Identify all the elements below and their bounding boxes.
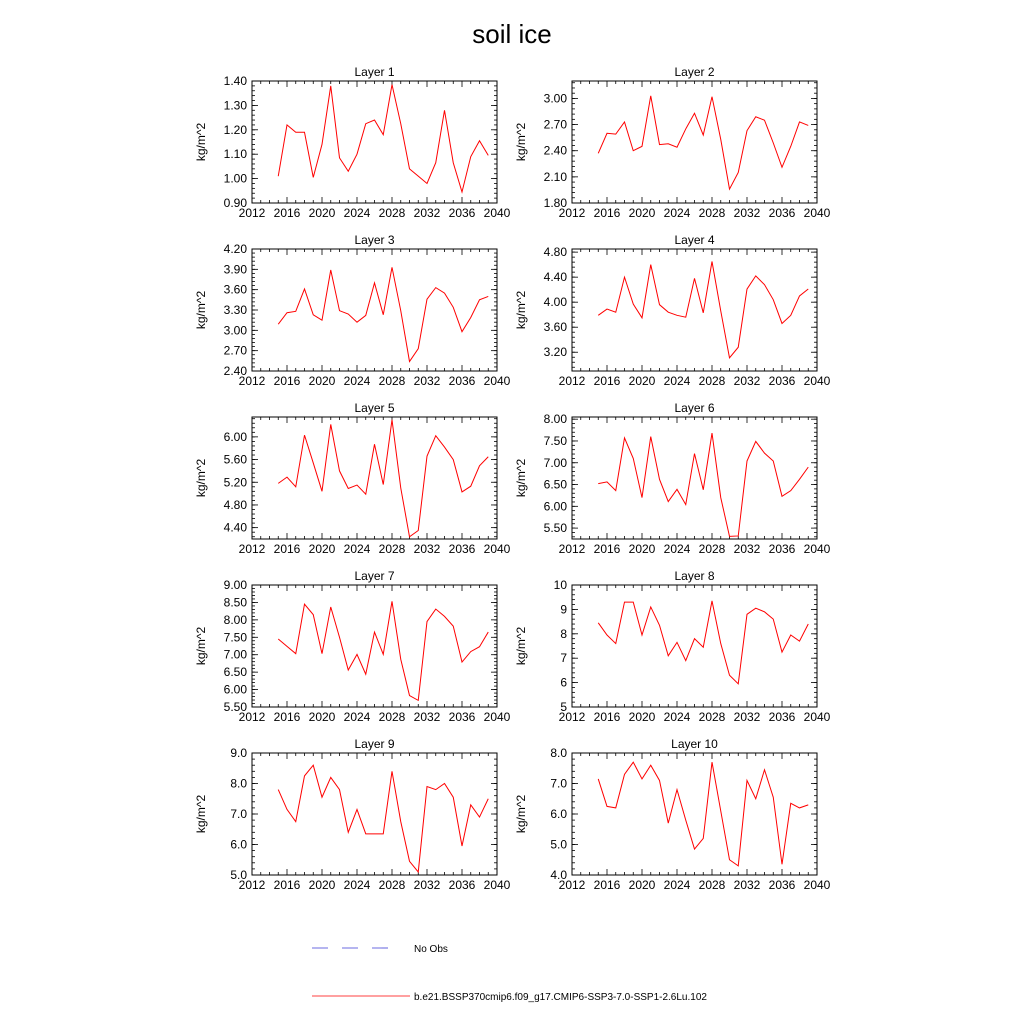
x-tick-label: 2020 <box>628 878 656 892</box>
x-tick-label: 2016 <box>273 710 301 724</box>
x-tick-label: 2012 <box>558 374 586 388</box>
y-tick-label: 3.60 <box>543 320 567 335</box>
y-tick-label: 7.00 <box>223 647 247 662</box>
x-tick-label: 2040 <box>803 374 831 388</box>
y-tick-label: 2.10 <box>543 169 567 184</box>
y-tick-label: 10 <box>553 578 567 592</box>
y-tick-label: 7.50 <box>543 433 567 448</box>
x-tick-label: 2020 <box>628 206 656 220</box>
legend-model-label: b.e21.BSSP370cmip6.f09_g17.CMIP6-SSP3-7.0-SSP1-2.6Lu.102 <box>414 992 707 1003</box>
y-tick-label: 3.00 <box>223 323 247 338</box>
x-tick-label: 2012 <box>238 206 266 220</box>
y-axis-label: kg/m^2 <box>194 122 208 162</box>
x-tick-label: 2024 <box>343 710 371 724</box>
x-tick-label: 2020 <box>308 710 336 724</box>
y-tick-label: 4.40 <box>543 270 567 285</box>
x-tick-label: 2040 <box>803 206 831 220</box>
x-tick-label: 2036 <box>768 710 796 724</box>
x-tick-label: 2040 <box>483 542 511 556</box>
x-tick-label: 2012 <box>558 542 586 556</box>
y-tick-label: 5.20 <box>223 475 247 490</box>
x-tick-label: 2028 <box>698 374 726 388</box>
y-tick-label: 6.0 <box>230 837 247 852</box>
x-tick-label: 2016 <box>593 374 621 388</box>
y-tick-label: 8 <box>560 626 567 641</box>
y-axis-label: kg/m^2 <box>514 290 528 330</box>
x-tick-label: 2028 <box>698 542 726 556</box>
x-tick-label: 2036 <box>768 374 796 388</box>
y-tick-label: 2.40 <box>543 143 567 158</box>
x-tick-label: 2040 <box>483 878 511 892</box>
y-axis-label: kg/m^2 <box>514 458 528 498</box>
x-tick-label: 2036 <box>768 542 796 556</box>
panel-title: Layer 7 <box>354 569 395 583</box>
x-tick-label: 2016 <box>593 878 621 892</box>
x-tick-label: 2028 <box>378 542 406 556</box>
x-tick-label: 2016 <box>273 206 301 220</box>
x-tick-label: 2024 <box>663 710 691 724</box>
x-tick-label: 2028 <box>378 206 406 220</box>
legend-obs-label: No Obs <box>414 944 448 955</box>
y-tick-label: 6.00 <box>543 499 567 514</box>
x-tick-label: 2040 <box>483 206 511 220</box>
y-tick-label: 7.50 <box>223 630 247 645</box>
x-tick-label: 2012 <box>238 710 266 724</box>
y-tick-label: 7.00 <box>543 455 567 470</box>
y-axis-label: kg/m^2 <box>194 794 208 834</box>
y-axis-label: kg/m^2 <box>514 626 528 666</box>
x-tick-label: 2028 <box>698 710 726 724</box>
x-tick-label: 2020 <box>308 542 336 556</box>
y-tick-label: 4.20 <box>223 242 247 256</box>
x-tick-label: 2040 <box>803 878 831 892</box>
y-tick-label: 6.00 <box>223 682 247 697</box>
x-tick-label: 2040 <box>803 710 831 724</box>
x-tick-label: 2040 <box>803 542 831 556</box>
x-tick-label: 2020 <box>308 878 336 892</box>
panel-title: Layer 2 <box>674 65 715 79</box>
y-tick-label: 4.40 <box>223 520 247 535</box>
panel-title: Layer 4 <box>674 233 715 247</box>
x-tick-label: 2020 <box>628 374 656 388</box>
x-tick-label: 2020 <box>628 710 656 724</box>
x-tick-label: 2032 <box>733 710 761 724</box>
y-tick-label: 7.0 <box>550 776 567 791</box>
panel-title: Layer 9 <box>354 737 395 751</box>
x-tick-label: 2028 <box>378 374 406 388</box>
x-tick-label: 2028 <box>698 206 726 220</box>
x-tick-label: 2028 <box>378 878 406 892</box>
x-tick-label: 2032 <box>413 710 441 724</box>
y-tick-label: 1.20 <box>223 122 247 137</box>
x-tick-label: 2012 <box>238 542 266 556</box>
x-tick-label: 2020 <box>308 206 336 220</box>
y-axis-label: kg/m^2 <box>514 122 528 162</box>
x-tick-label: 2024 <box>343 542 371 556</box>
x-tick-label: 2020 <box>308 374 336 388</box>
y-tick-label: 7.0 <box>230 807 247 821</box>
y-tick-label: 5.60 <box>223 452 247 467</box>
panel-title: Layer 6 <box>674 401 715 415</box>
x-tick-label: 2032 <box>413 206 441 220</box>
x-tick-label: 2020 <box>628 542 656 556</box>
y-tick-label: 5.0 <box>230 868 247 882</box>
y-tick-label: 8.50 <box>223 595 247 610</box>
y-tick-label: 3.60 <box>223 282 247 297</box>
y-tick-label: 6.50 <box>543 477 567 492</box>
x-tick-label: 2012 <box>238 878 266 892</box>
panel-title: Layer 1 <box>354 65 395 79</box>
y-tick-label: 9 <box>560 602 567 617</box>
x-tick-label: 2028 <box>378 710 406 724</box>
y-axis-label: kg/m^2 <box>194 626 208 666</box>
x-tick-label: 2016 <box>593 710 621 724</box>
y-axis-label: kg/m^2 <box>194 458 208 498</box>
y-tick-label: 5 <box>560 700 567 714</box>
y-tick-label: 2.70 <box>223 343 247 358</box>
y-tick-label: 6.0 <box>550 807 567 821</box>
y-tick-label: 4.00 <box>543 295 567 310</box>
y-tick-label: 1.80 <box>543 196 567 210</box>
y-tick-label: 3.00 <box>543 91 567 106</box>
y-tick-label: 9.0 <box>230 746 247 760</box>
y-tick-label: 3.90 <box>223 262 247 277</box>
y-tick-label: 2.40 <box>223 364 247 378</box>
y-tick-label: 1.10 <box>223 147 247 162</box>
x-tick-label: 2032 <box>733 878 761 892</box>
x-tick-label: 2024 <box>343 374 371 388</box>
y-tick-label: 0.90 <box>223 196 247 210</box>
x-tick-label: 2032 <box>733 206 761 220</box>
x-tick-label: 2032 <box>413 374 441 388</box>
x-tick-label: 2016 <box>273 542 301 556</box>
y-tick-label: 8.00 <box>543 412 567 427</box>
x-tick-label: 2028 <box>698 878 726 892</box>
x-tick-label: 2036 <box>768 878 796 892</box>
x-tick-label: 2036 <box>768 206 796 220</box>
x-tick-label: 2040 <box>483 374 511 388</box>
x-tick-label: 2036 <box>448 710 476 724</box>
y-tick-label: 2.70 <box>543 117 567 132</box>
y-tick-label: 4.0 <box>550 868 567 882</box>
x-tick-label: 2036 <box>448 206 476 220</box>
panel-title: Layer 10 <box>671 737 718 751</box>
x-tick-label: 2012 <box>238 374 266 388</box>
x-tick-label: 2032 <box>733 374 761 388</box>
x-tick-label: 2016 <box>593 206 621 220</box>
x-tick-label: 2024 <box>663 542 691 556</box>
y-tick-label: 9.00 <box>223 578 247 592</box>
y-tick-label: 5.0 <box>550 837 567 852</box>
x-tick-label: 2032 <box>413 542 441 556</box>
x-tick-label: 2024 <box>663 206 691 220</box>
y-tick-label: 6.50 <box>223 665 247 680</box>
y-axis-label: kg/m^2 <box>514 794 528 834</box>
y-tick-label: 8.00 <box>223 612 247 627</box>
x-tick-label: 2016 <box>273 878 301 892</box>
y-tick-label: 1.40 <box>223 74 247 88</box>
y-tick-label: 8.0 <box>230 776 247 791</box>
y-tick-label: 3.20 <box>543 345 567 360</box>
x-tick-label: 2012 <box>558 710 586 724</box>
x-tick-label: 2036 <box>448 542 476 556</box>
y-tick-label: 6.00 <box>223 429 247 444</box>
x-tick-label: 2040 <box>483 710 511 724</box>
x-tick-label: 2024 <box>343 878 371 892</box>
x-tick-label: 2012 <box>558 206 586 220</box>
y-tick-label: 8.0 <box>550 746 567 760</box>
x-tick-label: 2036 <box>448 374 476 388</box>
panel-title: Layer 5 <box>354 401 395 415</box>
y-tick-label: 6 <box>560 675 567 690</box>
x-tick-label: 2012 <box>558 878 586 892</box>
y-tick-label: 1.30 <box>223 98 247 113</box>
y-tick-label: 4.80 <box>223 497 247 512</box>
y-tick-label: 5.50 <box>223 700 247 714</box>
x-tick-label: 2024 <box>663 878 691 892</box>
y-axis-label: kg/m^2 <box>194 290 208 330</box>
y-tick-label: 7 <box>560 651 567 666</box>
x-tick-label: 2036 <box>448 878 476 892</box>
panel-title: Layer 3 <box>354 233 395 247</box>
y-tick-label: 4.80 <box>543 245 567 260</box>
x-tick-label: 2032 <box>733 542 761 556</box>
y-tick-label: 3.30 <box>223 303 247 317</box>
y-tick-label: 5.50 <box>543 521 567 536</box>
x-tick-label: 2032 <box>413 878 441 892</box>
panel-title: Layer 8 <box>674 569 715 583</box>
x-tick-label: 2024 <box>343 206 371 220</box>
y-tick-label: 1.00 <box>223 171 247 186</box>
x-tick-label: 2016 <box>273 374 301 388</box>
figure-title: soil ice <box>472 19 552 49</box>
x-tick-label: 2024 <box>663 374 691 388</box>
x-tick-label: 2016 <box>593 542 621 556</box>
